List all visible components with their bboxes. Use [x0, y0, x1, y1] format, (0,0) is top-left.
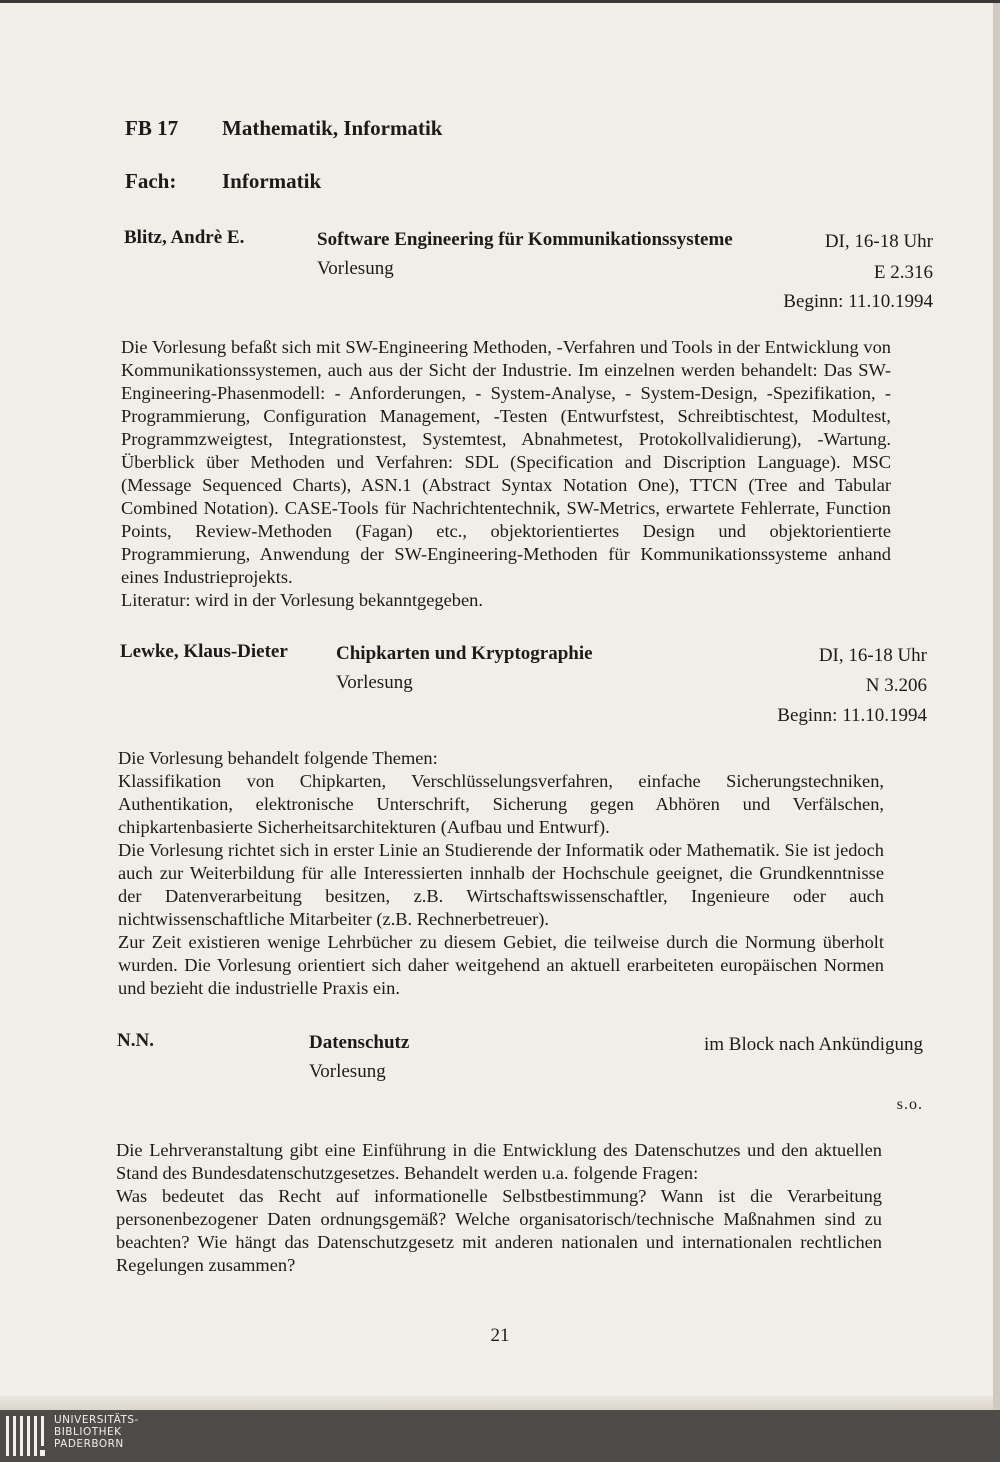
course-title: Chipkarten und Kryptographie	[336, 643, 593, 664]
course-time: im Block nach Ankündigung	[703, 1034, 923, 1055]
faculty-title: Mathematik, Informatik	[222, 116, 443, 140]
page-edge	[993, 3, 1000, 1410]
description-paragraph: Die Lehrveranstaltung gibt eine Einführung in die Entwicklung des Datenschutzes und den aktuellen Stand des Bundesdatenschutzgesetzes. Behandelt werden u.a. folgende Fragen:	[116, 1140, 882, 1183]
course-lecturer: N.N.	[117, 1030, 154, 1051]
library-logo-icon	[4, 1414, 46, 1458]
description-paragraph: Klassifikation von Chipkarten, Verschlüsselungsverfahren, einfache Sicherungstechniken, Authentikation, elektronische Unterschrift, Sicherung gegen Abhören und Verfälschen, chipkartenbasierte Sicherheitsarchitekturen (Aufbau und Entwurf).	[118, 771, 884, 837]
course-description	[121, 336, 891, 612]
course-type: Vorlesung	[336, 672, 413, 693]
course-start: Beginn: 11.10.1994	[777, 705, 927, 726]
document-page	[0, 3, 993, 1410]
course-room: s.o.	[896, 1096, 923, 1113]
subject-label: Fach:	[125, 169, 177, 193]
description-paragraph: Die Vorlesung richtet sich in erster Linie an Studierende der Informatik oder Mathematik. Sie ist jedoch auch zur Weiterbildung für alle Interessierten innhalb der Hochschule geeignet, die Grundkenntnisse der Datenverarbeitung besitzen, z.B. Wirtschaftswissenschaftler, Ingenieure oder auch nichtwissenschaftliche Mitarbeiter (z.B. Rechnerbetreuer).	[118, 840, 884, 929]
library-name-line: PADERBORN	[54, 1438, 124, 1450]
course-description	[118, 747, 884, 1000]
course-lecturer: Blitz, Andrè E.	[124, 227, 245, 248]
library-name-line: UNIVERSITÄTS-	[54, 1414, 139, 1426]
description-paragraph: Die Vorlesung befaßt sich mit SW-Engineering Methoden, -Verfahren und Tools in der Entwicklung von Kommunikationssystemen, auch aus der Sicht der Industrie. Im einzelnen werden behandelt: Das SW-Engineering-Phasenmodell: - Anforderungen, - System-Analyse, - System-Design, -Spezifikation, -Programmierung, Configuration Management, -Testen (Entwurfstest, Schreibtischtest, Modultest, Programmzweigtest, Integrationstest, Systemtest, Abnahmetest, Protokollvalidierung), -Wartung. Überblick über Methoden und Verfahren: SDL (Specification and Discription Language). MSC (Message Sequenced Charts), ASN.1 (Abstract Syntax Notation One), TTCN (Tree and Tabular Combined Notation). CASE-Tools für Nachrichtentechnik, SW-Metrics, erwartete Fehlerrate, Function Points, Review-Methoden (Fagan) etc., objektorientiertes Design und objektorientierte Programmierung, Anwendung der SW-Engineering-Methoden für Kommunikationssysteme anhand eines Industrieprojekts.	[121, 337, 891, 587]
library-name-line: BIBLIOTHEK	[54, 1426, 122, 1438]
course-type: Vorlesung	[309, 1061, 386, 1082]
course-type: Vorlesung	[317, 258, 394, 279]
library-footer	[0, 1410, 1000, 1462]
course-description	[116, 1139, 882, 1277]
course-time: DI, 16-18 Uhr	[818, 645, 927, 666]
course-lecturer: Lewke, Klaus-Dieter	[120, 641, 288, 662]
subject-value: Informatik	[222, 169, 322, 193]
course-title: Software Engineering für Kommunikationssysteme	[317, 229, 733, 250]
description-paragraph: Was bedeutet das Recht auf informationelle Selbstbestimmung? Wann ist die Verarbeitung personenbezogener Daten ordnungsgemäß? Welche organisatorisch/technische Maßnahmen sind zu beachten? Wie hängt das Datenschutzgesetz mit anderen nationalen und internationalen rechtlichen Regelungen zusammen?	[116, 1186, 882, 1275]
description-paragraph: Zur Zeit existieren wenige Lehrbücher zu diesem Gebiet, die teilweise durch die Normung überholt wurden. Die Vorlesung orientiert sich daher weitgehend an aktuell erarbeiteten europäischen Normen und bezieht die industrielle Praxis ein.	[118, 932, 884, 998]
faculty-label: FB 17	[125, 116, 179, 140]
course-start: Beginn: 11.10.1994	[783, 291, 933, 312]
page-fold-shadow	[0, 1396, 993, 1410]
course-room: E 2.316	[873, 262, 933, 283]
library-name	[54, 1414, 139, 1450]
description-paragraph: Literatur: wird in der Vorlesung bekanntgegeben.	[121, 590, 483, 610]
description-paragraph: Die Vorlesung behandelt folgende Themen:	[118, 748, 438, 768]
course-title: Datenschutz	[309, 1032, 410, 1053]
course-room: N 3.206	[865, 675, 927, 696]
course-time: DI, 16-18 Uhr	[824, 231, 933, 252]
page-number: 21	[490, 1325, 510, 1346]
